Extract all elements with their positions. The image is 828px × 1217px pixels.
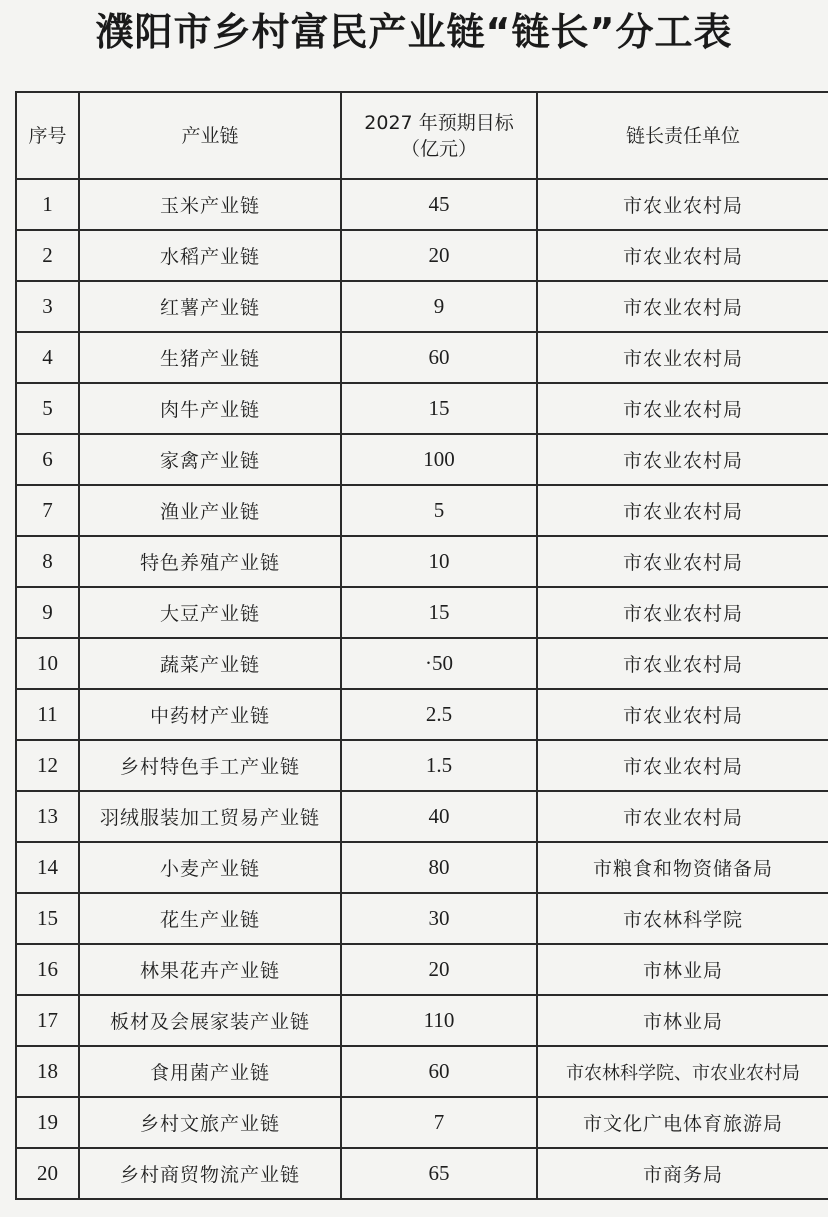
industry-chain-cell: 乡村文旅产业链: [79, 1097, 341, 1148]
target-value-cell: 40: [341, 791, 537, 842]
responsible-unit-cell: 市农业农村局: [537, 791, 828, 842]
row-number-cell: 2: [16, 230, 79, 281]
industry-chain-cell: 生猪产业链: [79, 332, 341, 383]
target-value-cell: 60: [341, 332, 537, 383]
row-number-cell: 14: [16, 842, 79, 893]
responsible-unit-cell: 市农业农村局: [537, 638, 828, 689]
table-row: [16, 740, 828, 791]
table-row: [16, 1097, 828, 1148]
table-row: [16, 281, 828, 332]
industry-chain-cell: 羽绒服装加工贸易产业链: [79, 791, 341, 842]
target-value-cell: 9: [341, 281, 537, 332]
row-number-cell: 5: [16, 383, 79, 434]
table-row: [16, 689, 828, 740]
responsible-unit-cell: 市林业局: [537, 995, 828, 1046]
responsible-unit-cell: 市农林科学院、市农业农村局: [537, 1046, 828, 1097]
row-number-cell: 19: [16, 1097, 79, 1148]
row-number-cell: 9: [16, 587, 79, 638]
industry-chain-cell: 林果花卉产业链: [79, 944, 341, 995]
table-body: [16, 179, 828, 1199]
table-row: [16, 893, 828, 944]
row-number-cell: 18: [16, 1046, 79, 1097]
table-row: [16, 842, 828, 893]
header-goal-line1: 2027 年预期目标: [364, 111, 514, 134]
document-title: 濮阳市乡村富民产业链“链长”分工表: [95, 10, 733, 54]
table-row: [16, 383, 828, 434]
target-value-cell: 80: [341, 842, 537, 893]
row-number-cell: 4: [16, 332, 79, 383]
row-number-cell: 15: [16, 893, 79, 944]
responsible-unit-cell: 市农业农村局: [537, 740, 828, 791]
responsible-unit-cell: 市粮食和物资储备局: [537, 842, 828, 893]
responsible-unit-cell: 市农业农村局: [537, 536, 828, 587]
target-value-cell: 7: [341, 1097, 537, 1148]
table-row: [16, 485, 828, 536]
row-number-cell: 16: [16, 944, 79, 995]
industry-chain-cell: 板材及会展家装产业链: [79, 995, 341, 1046]
industry-chain-cell: 肉牛产业链: [79, 383, 341, 434]
responsible-unit-cell: 市农业农村局: [537, 434, 828, 485]
target-value-cell: 100: [341, 434, 537, 485]
header-no: 序号: [16, 92, 79, 179]
row-number-cell: 7: [16, 485, 79, 536]
table-row: [16, 995, 828, 1046]
industry-chain-cell: 水稻产业链: [79, 230, 341, 281]
table-row: [16, 587, 828, 638]
table-row: [16, 1046, 828, 1097]
division-table: [15, 91, 828, 1200]
industry-chain-cell: 大豆产业链: [79, 587, 341, 638]
industry-chain-cell: 玉米产业链: [79, 179, 341, 230]
responsible-unit-cell: 市农业农村局: [537, 179, 828, 230]
responsible-unit-cell: 市农业农村局: [537, 689, 828, 740]
row-number-cell: 8: [16, 536, 79, 587]
responsible-unit-cell: 市农业农村局: [537, 587, 828, 638]
target-value-cell: 5: [341, 485, 537, 536]
responsible-unit-cell: 市文化广电体育旅游局: [537, 1097, 828, 1148]
target-value-cell: 10: [341, 536, 537, 587]
target-value-cell: 65: [341, 1148, 537, 1199]
responsible-unit-cell: 市商务局: [537, 1148, 828, 1199]
industry-chain-cell: 花生产业链: [79, 893, 341, 944]
industry-chain-cell: 红薯产业链: [79, 281, 341, 332]
target-value-cell: 30: [341, 893, 537, 944]
table-row: [16, 536, 828, 587]
target-value-cell: 20: [341, 944, 537, 995]
target-value-cell: 60: [341, 1046, 537, 1097]
header-row: [16, 92, 828, 179]
industry-chain-cell: 蔬菜产业链: [79, 638, 341, 689]
responsible-unit-cell: 市农林科学院: [537, 893, 828, 944]
header-goal-line2: （亿元）: [400, 137, 477, 160]
table-row: [16, 791, 828, 842]
industry-chain-cell: 家禽产业链: [79, 434, 341, 485]
industry-chain-cell: 小麦产业链: [79, 842, 341, 893]
table-row: [16, 944, 828, 995]
row-number-cell: 13: [16, 791, 79, 842]
industry-chain-cell: 食用菌产业链: [79, 1046, 341, 1097]
row-number-cell: 11: [16, 689, 79, 740]
responsible-unit-cell: 市农业农村局: [537, 485, 828, 536]
row-number-cell: 3: [16, 281, 79, 332]
header-goal: [341, 92, 537, 179]
responsible-unit-cell: 市林业局: [537, 944, 828, 995]
responsible-unit-cell: 市农业农村局: [537, 281, 828, 332]
table-row: [16, 230, 828, 281]
table-row: [16, 179, 828, 230]
target-value-cell: 20: [341, 230, 537, 281]
responsible-unit-cell: 市农业农村局: [537, 332, 828, 383]
header-chain: 产业链: [79, 92, 341, 179]
industry-chain-cell: 渔业产业链: [79, 485, 341, 536]
target-value-cell: 110: [341, 995, 537, 1046]
industry-chain-cell: 特色养殖产业链: [79, 536, 341, 587]
table-row: [16, 1148, 828, 1199]
target-value-cell: 45: [341, 179, 537, 230]
table-header: [16, 92, 828, 179]
target-value-cell: 2.5: [341, 689, 537, 740]
table-row: [16, 434, 828, 485]
row-number-cell: 6: [16, 434, 79, 485]
row-number-cell: 12: [16, 740, 79, 791]
table-row: [16, 638, 828, 689]
target-value-cell: 15: [341, 383, 537, 434]
target-value-cell: ·50: [341, 638, 537, 689]
industry-chain-cell: 乡村特色手工产业链: [79, 740, 341, 791]
row-number-cell: 10: [16, 638, 79, 689]
header-unit: 链长责任单位: [537, 92, 828, 179]
industry-chain-cell: 乡村商贸物流产业链: [79, 1148, 341, 1199]
responsible-unit-cell: 市农业农村局: [537, 383, 828, 434]
row-number-cell: 1: [16, 179, 79, 230]
industry-chain-cell: 中药材产业链: [79, 689, 341, 740]
responsible-unit-cell: 市农业农村局: [537, 230, 828, 281]
target-value-cell: 1.5: [341, 740, 537, 791]
target-value-cell: 15: [341, 587, 537, 638]
row-number-cell: 17: [16, 995, 79, 1046]
table-row: [16, 332, 828, 383]
row-number-cell: 20: [16, 1148, 79, 1199]
